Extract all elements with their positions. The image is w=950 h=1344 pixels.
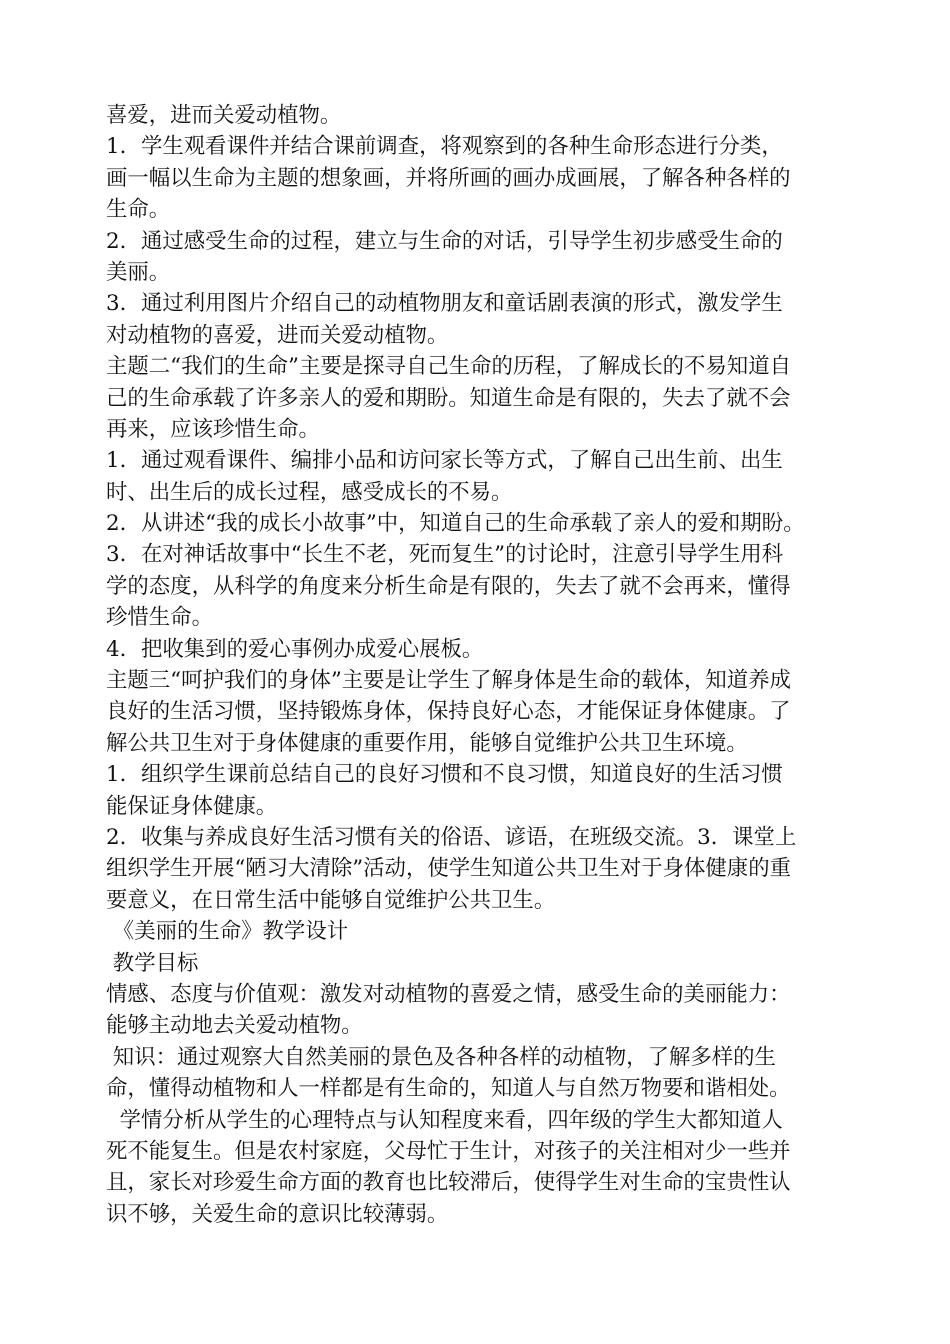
text-line: 2．从讲述“我的成长小故事”中，知道自己的生命承载了亲人的爱和期盼。 [106,511,805,537]
text-line: 再来，应该珍惜生命。 [106,416,320,442]
text-line: 1．通过观看课件、编排小品和访问家长等方式，了解自己出生前、出生 [106,448,783,474]
text-line: 解公共卫生对于身体健康的重要作用，能够自觉维护公共卫生环境。 [106,730,748,756]
text-line: 美丽。 [106,259,171,285]
text-line: 2．收集与养成良好生活习惯有关的俗语、谚语，在班级交流。3．课堂上 [106,824,797,850]
text-line: 情感、态度与价值观：激发对动植物的喜爱之情，感受生命的美丽能力： [106,981,791,1007]
section-heading: 教学目标 [106,950,199,976]
text-line: 己的生命承载了许多亲人的爱和期盼。知道生命是有限的，失去了就不会 [106,385,791,411]
section-title: 《美丽的生命》教学设计 [106,919,349,945]
text-line: 画一幅以生命为主题的想象画，并将所画的画办成画展，了解各种各样的 [106,165,791,191]
text-line: 知识：通过观察大自然美丽的景色及各种各样的动植物，了解多样的生 [106,1044,776,1070]
text-line: 良好的生活习惯，坚持锻炼身体，保持良好心态，才能保证身体健康。了 [106,699,791,725]
document-body [106,100,854,1230]
text-line: 学的态度，从科学的角度来分析生命是有限的，失去了就不会再来，懂得 [106,573,791,599]
text-line: 能保证身体健康。 [106,793,278,819]
text-line: 时、出生后的成长过程，感受成长的不易。 [106,479,513,505]
text-line: 组织学生开展“陋习大清除”活动，使学生知道公共卫生对于身体健康的重 [106,856,791,882]
text-line: 主题二“我们的生命”主要是探寻自己生命的历程，了解成长的不易知道自 [106,354,791,380]
text-line: 3．在对神话故事中“长生不老，死而复生”的讨论时，注意引导学生用科 [106,542,784,568]
text-line: 对动植物的喜爱，进而关爱动植物。 [106,322,449,348]
text-line: 学情分析从学生的心理特点与认知程度来看，四年级的学生大都知道人 [106,1107,783,1133]
text-line: 喜爱，进而关爱动植物。 [106,103,342,128]
text-line: 死不能复生。但是农村家庭，父母忙于生计，对孩子的关注相对少一些并 [106,1138,791,1164]
text-line: 3．通过利用图片介绍自己的动植物朋友和童话剧表演的形式，激发学生 [106,291,783,317]
text-line: 命，懂得动植物和人一样都是有生命的，知道人与自然万物要和谐相处。 [106,1076,791,1102]
text-line: 主题三“呵护我们的身体”主要是让学生了解身体是生命的载体，知道养成 [106,668,791,694]
text-line: 且，家长对珍爱生命方面的教育也比较滞后，使得学生对生命的宝贵性认 [106,1170,791,1196]
text-line: 1．学生观看课件并结合课前调查，将观察到的各种生命形态进行分类， [106,134,783,160]
text-line: 能够主动地去关爱动植物。 [106,1013,363,1039]
text-line: 识不够，关爱生命的意识比较薄弱。 [106,1201,449,1227]
text-line: 1．组织学生课前总结自己的良好习惯和不良习惯，知道良好的生活习惯 [106,762,783,788]
text-line: 要意义，在日常生活中能够自觉维护公共卫生。 [106,887,556,913]
text-line: 4．把收集到的爱心事例办成爱心展板。 [106,636,484,662]
text-line: 生命。 [106,197,171,223]
text-line: 2．通过感受生命的过程，建立与生命的对话，引导学生初步感受生命的 [106,228,783,254]
text-line: 珍惜生命。 [106,605,213,631]
